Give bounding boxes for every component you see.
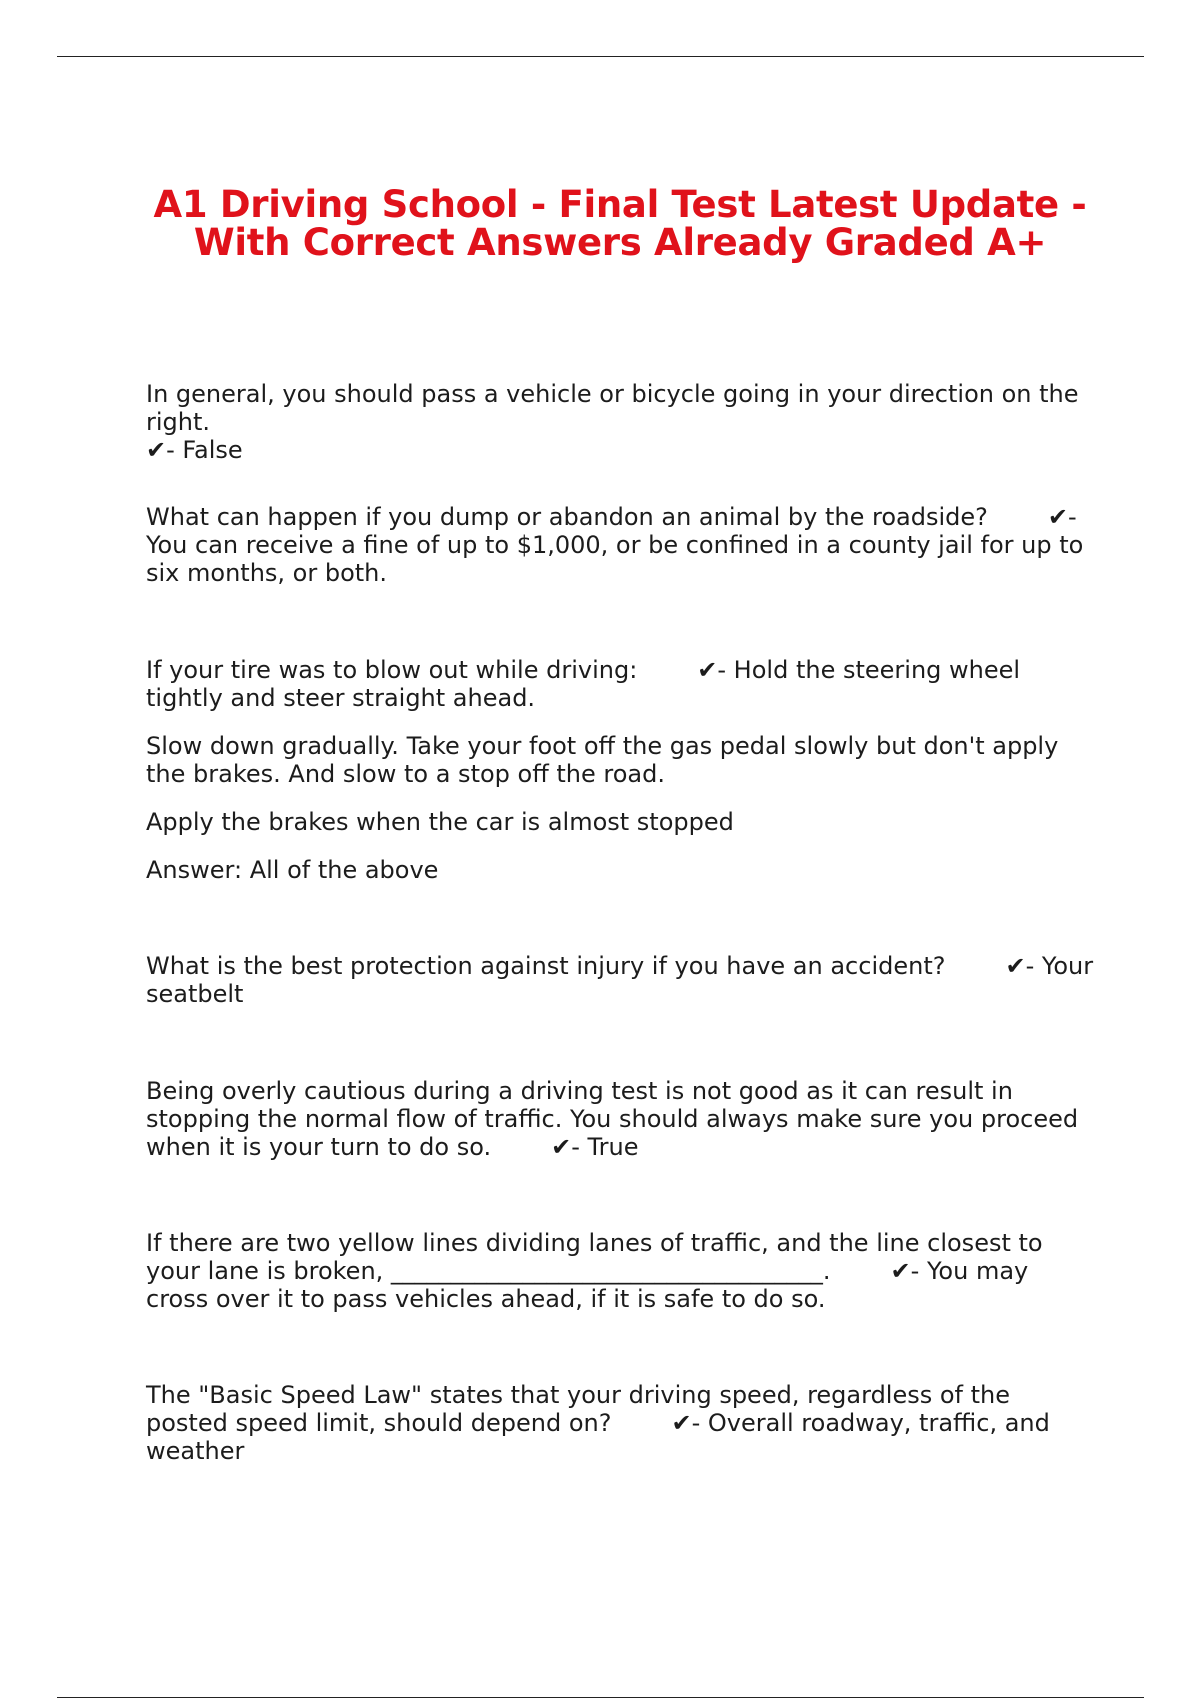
checkmark-icon: ✔	[671, 1409, 692, 1437]
question-text: What can happen if you dump or abandon an animal by the roadside?	[146, 503, 988, 531]
question-text: The "Basic Speed Law" states that your driving speed, regardless of the posted speed limit, should depend on?	[146, 1381, 1011, 1437]
question-item-4	[146, 952, 1096, 1008]
question-item-1	[146, 380, 1096, 464]
question-item-7	[146, 1381, 1096, 1465]
question-item-2	[146, 503, 1096, 587]
question-item-6	[146, 1229, 1096, 1313]
question-text: In general, you should pass a vehicle or bicycle going in your direction on the right.	[146, 380, 1079, 436]
question-text: If your tire was to blow out while driving:	[146, 656, 638, 684]
answer-text: - Hold the steering wheel tightly and steer straight ahead.	[146, 656, 1021, 712]
answer-text: - You may cross over it to pass vehicles ahead, if it is safe to do so.	[146, 1257, 1029, 1313]
question-text: If there are two yellow lines dividing lanes of traffic, and the line closest to your lane is broken, ____________________________________.	[146, 1229, 1043, 1285]
checkmark-icon: ✔	[146, 436, 167, 464]
top-rule	[57, 56, 1144, 57]
question-text: What is the best protection against injury if you have an accident?	[146, 952, 946, 980]
answer-text: - Overall roadway, traffic, and weather	[146, 1409, 1050, 1465]
bottom-rule	[57, 1697, 1144, 1698]
answer-detail: Slow down gradually. Take your foot off the gas pedal slowly but don't apply the brakes. And slow to a stop off the road.	[146, 732, 1059, 788]
checkmark-icon: ✔	[1005, 952, 1026, 980]
checkmark-icon: ✔	[697, 656, 718, 684]
question-text: Being overly cautious during a driving test is not good as it can result in stopping the normal flow of traffic. You should always make sure you proceed when it is your turn to do so.	[146, 1077, 1079, 1161]
question-item-5	[146, 1077, 1096, 1161]
document-title: A1 Driving School - Final Test Latest Update - With Correct Answers Already Graded A+	[153, 183, 1087, 264]
answer-text: - False	[166, 436, 243, 464]
answer-detail: Answer: All of the above	[146, 856, 439, 884]
answer-detail: Apply the brakes when the car is almost stopped	[146, 808, 734, 836]
answer-text: - You can receive a fine of up to $1,000, or be confined in a county jail for up to six months, or both.	[146, 503, 1084, 587]
checkmark-icon: ✔	[890, 1257, 911, 1285]
answer-text: - Your seatbelt	[146, 952, 1094, 1008]
question-item-3	[146, 656, 1096, 884]
checkmark-icon: ✔	[551, 1133, 572, 1161]
answer-text: - True	[571, 1133, 639, 1161]
checkmark-icon: ✔	[1047, 503, 1068, 531]
